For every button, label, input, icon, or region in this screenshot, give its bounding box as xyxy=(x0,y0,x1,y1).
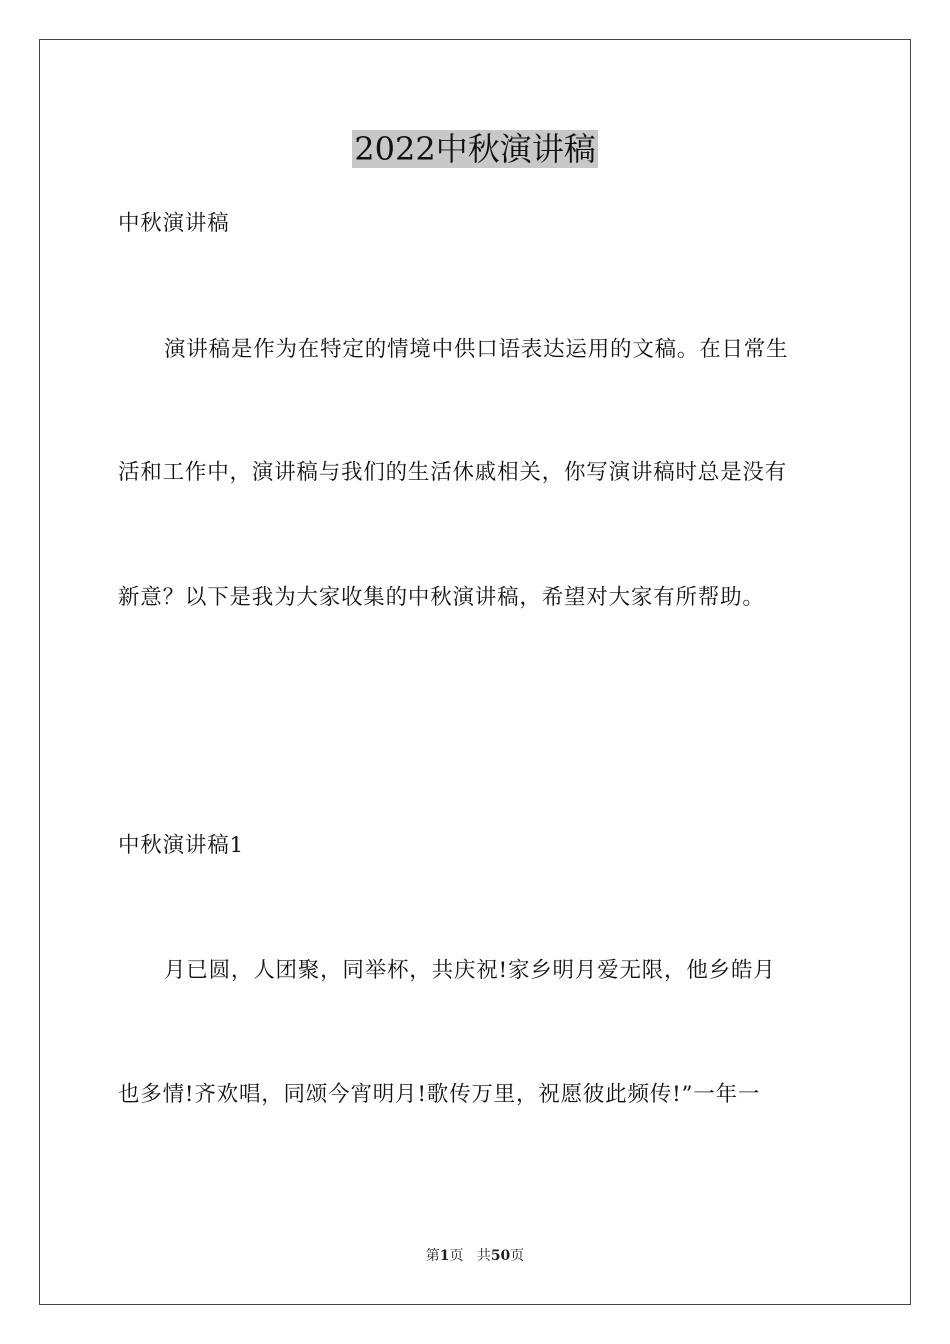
paragraph-1-line-1: 演讲稿是作为在特定的情境中供口语表达运用的文稿。在日常生 xyxy=(164,337,789,362)
footer-total-suffix: 页 xyxy=(510,1248,525,1264)
paragraph-2-line-2: 也多情!齐欢唱，同颂今宵明月!歌传万里，祝愿彼此频传!”一年一 xyxy=(118,1082,761,1107)
footer-page-suffix: 页 xyxy=(449,1248,464,1264)
document-title-text: 2022中秋演讲稿 xyxy=(354,130,596,168)
paragraph-1-line-2: 活和工作中，演讲稿与我们的生活休戚相关，你写演讲稿时总是没有 xyxy=(118,460,788,485)
document-subtitle: 中秋演讲稿 xyxy=(118,211,230,236)
paragraph-2-line-1: 月已圆，人团聚，同举杯，共庆祝!家乡明月爱无限，他乡皓月 xyxy=(164,958,776,983)
page-footer xyxy=(0,1246,950,1266)
footer-total-pages: 50 xyxy=(490,1248,511,1264)
footer-current-page: 1 xyxy=(439,1248,450,1264)
paragraph-1-line-3: 新意？以下是我为大家收集的中秋演讲稿，希望对大家有所帮助。 xyxy=(118,585,765,610)
footer-total-prefix: 共 xyxy=(476,1248,491,1264)
document-title xyxy=(0,128,950,170)
section-heading: 中秋演讲稿1 xyxy=(118,833,244,858)
footer-prefix: 第 xyxy=(425,1248,440,1264)
